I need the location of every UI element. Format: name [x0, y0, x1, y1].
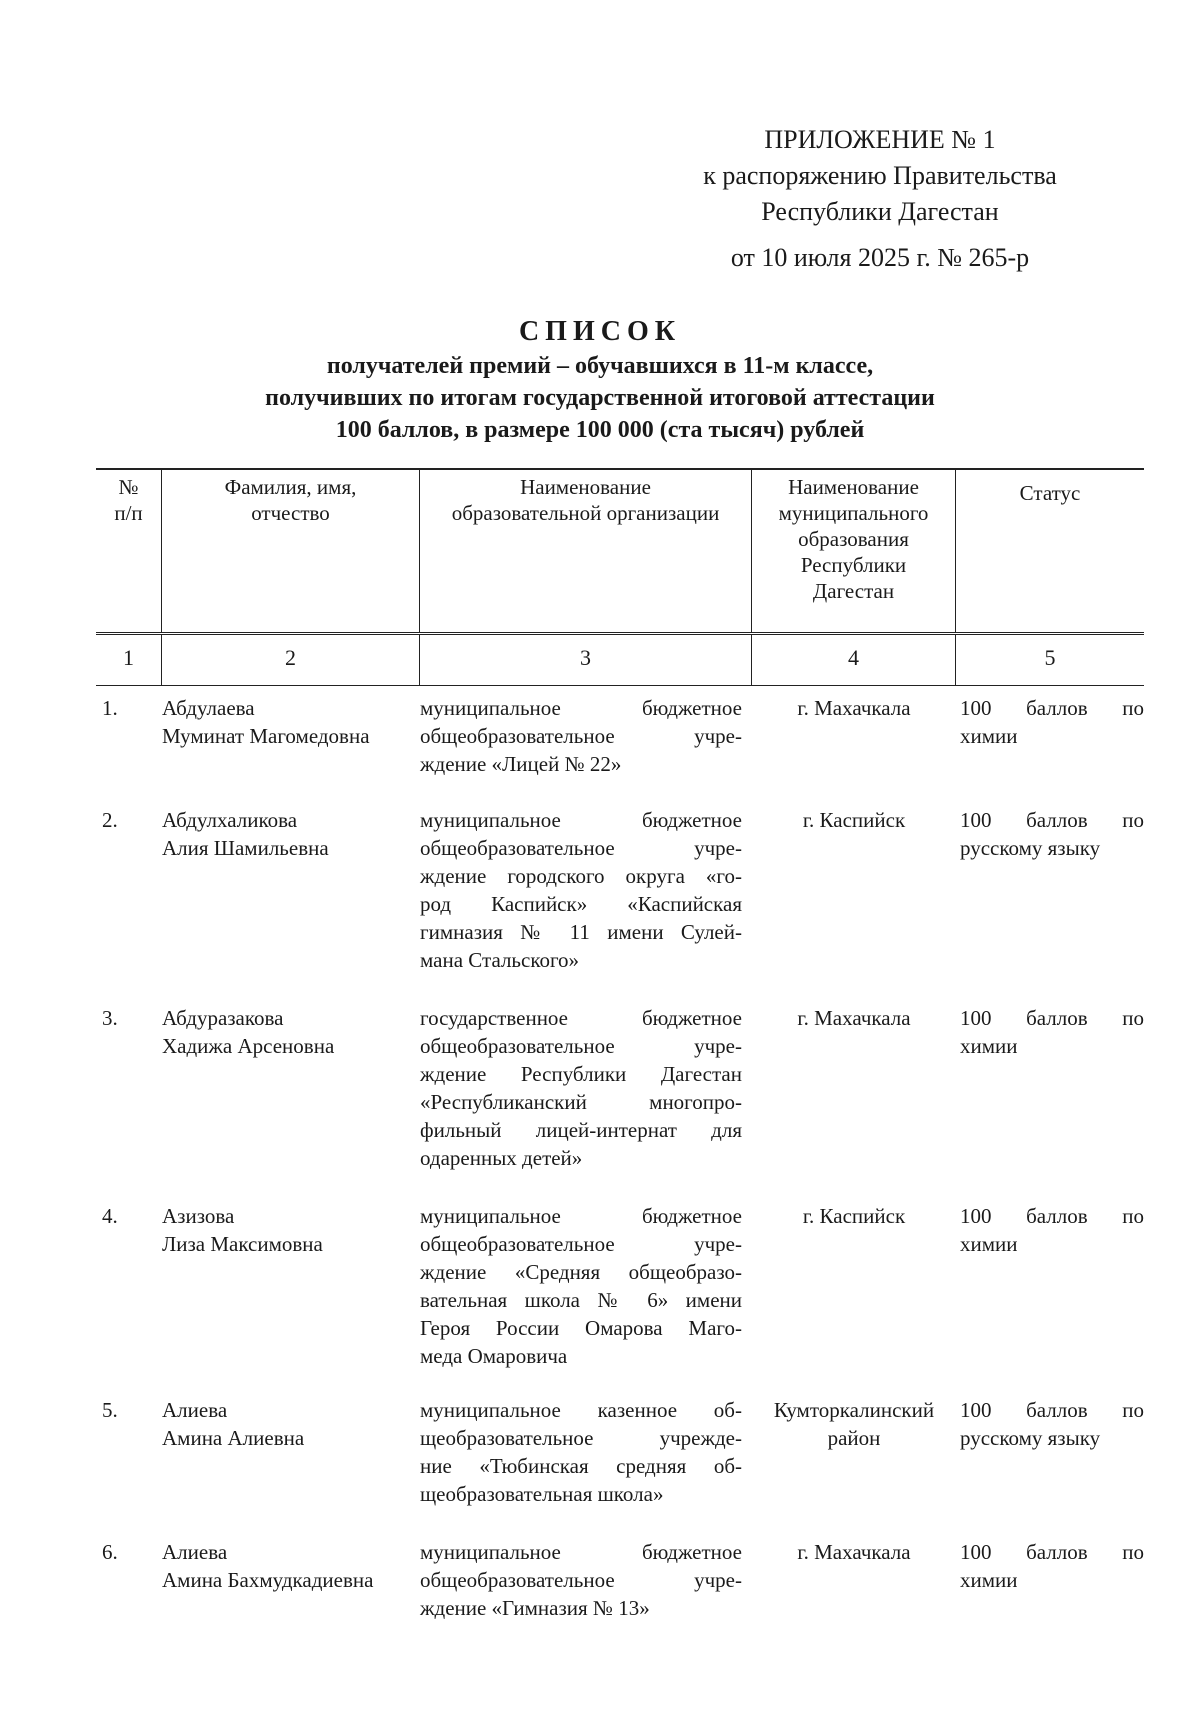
row-number: 2. — [102, 808, 118, 832]
title-line: получателей премий – обучавшихся в 11-м классе, — [326, 353, 874, 379]
recipient-name: Алиева Амина Бахмудкадиевна — [162, 1540, 374, 1592]
column-numbers-row — [96, 635, 1144, 686]
table-row — [96, 1530, 1144, 1642]
recipient-name: Абдулхаликова Алия Шамильевна — [162, 808, 329, 860]
recipient-name: Алиева Амина Алиевна — [162, 1398, 305, 1450]
appendix-ref-line: Республики Дагестан — [761, 197, 999, 226]
column-number: 1 — [96, 635, 162, 685]
column-number: 3 — [420, 635, 752, 685]
status: 100 баллов по химии — [960, 1204, 1144, 1256]
municipality: Кумторкалинский район — [773, 1398, 935, 1450]
table-row — [96, 1194, 1144, 1388]
status: 100 баллов по химии — [960, 696, 1144, 748]
column-number: 2 — [162, 635, 420, 685]
row-number: 3. — [102, 1006, 118, 1030]
row-number: 6. — [102, 1540, 118, 1564]
recipient-name: Абдуразакова Хадижа Арсеновна — [162, 1006, 335, 1058]
header-status: Статус — [1019, 481, 1081, 505]
municipality: г. Махачкала — [797, 696, 911, 720]
municipality: г. Каспийск — [802, 808, 906, 832]
organization: муниципальное бюджетное общеобразовательное учре- ждение «Гимназия № 13» — [420, 1540, 742, 1620]
header-org: Наименование образовательной организации — [420, 470, 752, 632]
organization: государственное бюджетное общеобразовательное учре- ждение Республики Дагестан «Республиканский многопро- фильный лицей-интернат для одаренных детей» — [420, 1006, 742, 1170]
row-number: 1. — [102, 696, 118, 720]
appendix-date: от 10 июля 2025 г. № 265-р — [730, 243, 1030, 272]
title-line: 100 баллов, в размере 100 000 (ста тысяч) рублей — [335, 417, 865, 443]
table-row — [96, 798, 1144, 996]
status: 100 баллов по химии — [960, 1006, 1144, 1058]
recipients-table — [96, 468, 1144, 1642]
title-heading: СПИСОК — [518, 316, 682, 347]
table-row — [96, 996, 1144, 1194]
organization: муниципальное бюджетное общеобразовательное учре- ждение «Средняя общеобразо- вательная школа № 6» имени Героя России Омарова Маго- меда Омаровича — [420, 1204, 742, 1368]
header-name: Фамилия, имя, отчество — [162, 470, 420, 632]
table-row — [96, 686, 1144, 798]
row-number: 5. — [102, 1398, 118, 1422]
organization: муниципальное казенное об- щеобразовательное учрежде- ние «Тюбинская средняя об- щеобразовательная школа» — [420, 1398, 742, 1506]
header-municipality: Наименование муниципального образования Республики Дагестан — [752, 470, 956, 632]
organization: муниципальное бюджетное общеобразовательное учре- ждение городского округа «го- род Каспийск» «Каспийская гимназия № 11 имени Сулей- мана Стальского» — [420, 808, 742, 972]
header-num: № п/п — [96, 470, 162, 632]
appendix-title: ПРИЛОЖЕНИЕ № 1 — [764, 125, 996, 154]
row-number: 4. — [102, 1204, 118, 1228]
municipality: г. Махачкала — [797, 1540, 911, 1564]
recipient-name: Азизова Лиза Максимовна — [162, 1204, 323, 1256]
appendix-ref-line: к распоряжению Правительства — [703, 161, 1057, 190]
municipality: г. Махачкала — [797, 1006, 911, 1030]
table-row — [96, 1388, 1144, 1530]
recipient-name: Абдулаева Муминат Магомедовна — [162, 696, 370, 748]
municipality: г. Каспийск — [802, 1204, 906, 1228]
status: 100 баллов по русскому языку — [960, 808, 1144, 860]
status: 100 баллов по химии — [960, 1540, 1144, 1592]
organization: муниципальное бюджетное общеобразовательное учре- ждение «Лицей № 22» — [420, 696, 742, 776]
status: 100 баллов по русскому языку — [960, 1398, 1144, 1450]
list-title — [150, 314, 1050, 446]
appendix-block — [670, 122, 1090, 276]
table-header — [96, 468, 1144, 635]
column-number: 5 — [1044, 645, 1056, 670]
title-line: получивших по итогам государственной итоговой аттестации — [265, 385, 935, 411]
column-number: 4 — [752, 635, 956, 685]
